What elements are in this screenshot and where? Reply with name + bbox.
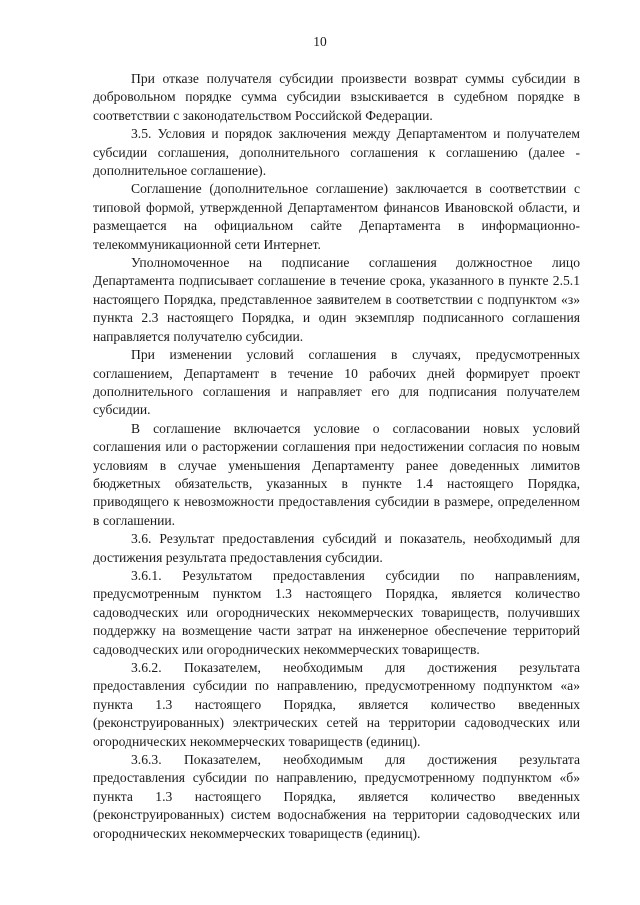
paragraph-agreement-form: Соглашение (дополнительное соглашение) заключается в соответствии с типовой формой, утвержденной Департаментом финансов Ивановской области, и размещается на официальном сайте Департамента в информационно-телекоммуникационной сети Интернет. (93, 181, 580, 252)
paragraph-3-6-3: 3.6.3. Показателем, необходимым для достижения результата предоставления субсидии по направлению, предусмотренному подпунктом «б» пункта 1.3 настоящего Порядка, является количество введенных (реконструированных) систем водоснабжения на территории садоводческих или огороднических некоммерческих товариществ (единиц). (93, 752, 580, 841)
paragraph-3-6-heading: 3.6. Результат предоставления субсидий и показатель, необходимый для достижения результата предоставления субсидии. (93, 531, 580, 565)
paragraph-agreement-signing: Уполномоченное на подписание соглашения должностное лицо Департамента подписывает соглашение в течение срока, указанного в пункте 2.5.1 настоящего Порядка, представленное заявителем в соответствии с подпунктом «з» пункта 2.3 настоящего Порядка, и один экземпляр подписанного соглашения направляется получателю субсидии. (93, 255, 580, 344)
page-number: 10 (313, 34, 327, 49)
document-body (93, 70, 580, 843)
paragraph-3-5-heading: 3.5. Условия и порядок заключения между Департаментом и получателем субсидии соглашения, дополнительного соглашения к соглашению (далее - дополнительное соглашение). (93, 126, 580, 179)
paragraph-new-conditions: В соглашение включается условие о согласовании новых условий соглашения или о расторжении соглашения при недостижении согласия по новым условиям в случае уменьшения Департаменту ранее доведенных лимитов бюджетных обязательств, указанных в пункте 1.4 настоящего Порядка, приводящего к невозможности предоставления субсидии в размере, определенном в соглашении. (93, 420, 580, 528)
paragraph-3-6-2: 3.6.2. Показателем, необходимым для достижения результата предоставления субсидии по направлению, предусмотренному подпунктом «а» пункта 1.3 настоящего Порядка, является количество введенных (реконструированных) электрических сетей на территории садоводческих или огороднических некоммерческих товариществ (единиц). (93, 660, 580, 749)
paragraph-agreement-changes: При изменении условий соглашения в случаях, предусмотренных соглашением, Департамент в течение 10 рабочих дней формирует проект дополнительного соглашения и направляет его для подписания получателем субсидии. (93, 347, 580, 418)
paragraph-3-6-1: 3.6.1. Результатом предоставления субсидии по направлениям, предусмотренным пунктом 1.3 настоящего Порядка, является количество садоводческих или огороднических некоммерческих товариществ, получивших поддержку на возмещение части затрат на инженерное обеспечение территорий садоводческих или огороднических некоммерческих товариществ. (93, 567, 580, 657)
paragraph-subsidy-return: При отказе получателя субсидии произвести возврат суммы субсидии в добровольном порядке сумма субсидии взыскивается в судебном порядке в соответствии с законодательством Российской Федерации. (93, 71, 580, 123)
